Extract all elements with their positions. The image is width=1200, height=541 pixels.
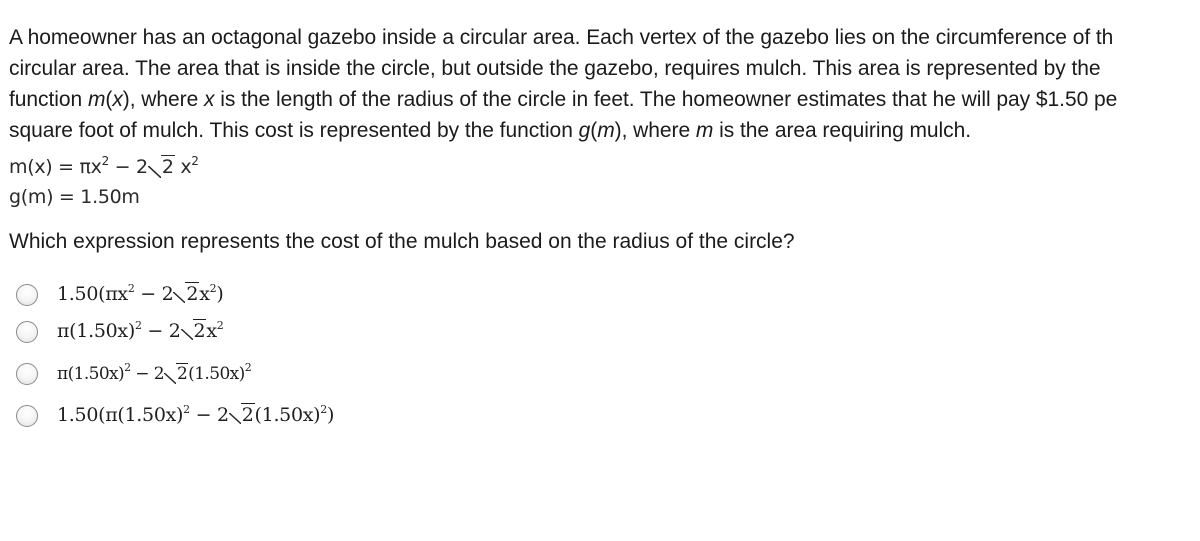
radio-button-icon[interactable]	[16, 321, 38, 343]
passage-line-3: function m(x), where x is the length of the radius of the circle in feet. The homeowner estimates that he will pay $1.50 pe	[9, 88, 1118, 111]
choice-expression: $\pi(1.50x)^2 - 2$ $2x^2$	[57, 319, 224, 342]
question-passage	[9, 22, 1200, 146]
radio-button-icon[interactable]	[16, 284, 38, 306]
choice-expression: $1.50(\pi(1.50x)^2 - 2$ $2(1.50x)^2$)	[57, 403, 335, 426]
answer-choice-2[interactable]	[16, 318, 516, 348]
radio-button-icon[interactable]	[16, 363, 38, 385]
square-root-symbol: 2	[148, 156, 175, 178]
answer-choice-3[interactable]	[16, 360, 516, 390]
radio-button-icon[interactable]	[16, 405, 38, 427]
answer-choice-4[interactable]	[16, 402, 516, 432]
choice-expression: $\pi(1.50x)^2 - 2$ $2(1.50x)^2$	[57, 361, 252, 384]
function-g-definition: g(m) = 1.50m	[9, 186, 140, 208]
square-root-symbol: 2	[181, 320, 207, 342]
choice-expression: $1.50(\pi x^2 - 2$ $2x^2$)	[57, 282, 224, 305]
function-m-definition: $m(x) = \pi x^2 - 2$ 2 $x^2$	[9, 154, 199, 178]
answer-choice-1[interactable]	[16, 281, 516, 311]
passage-line-4: square foot of mulch. This cost is represented by the function g(m), where m is the area requiring mulch.	[9, 119, 972, 142]
passage-line-1: A homeowner has an octagonal gazebo inside a circular area. Each vertex of the gazebo lies on the circumference of th	[9, 26, 1114, 49]
question-prompt: Which expression represents the cost of the mulch based on the radius of the circle?	[9, 230, 795, 253]
square-root-symbol: 2	[229, 404, 255, 426]
square-root-symbol: 2	[173, 283, 199, 305]
passage-line-2: circular area. The area that is inside the circle, but outside the gazebo, requires mulch. This area is represented by the	[9, 57, 1101, 80]
square-root-symbol: 2	[164, 364, 188, 384]
